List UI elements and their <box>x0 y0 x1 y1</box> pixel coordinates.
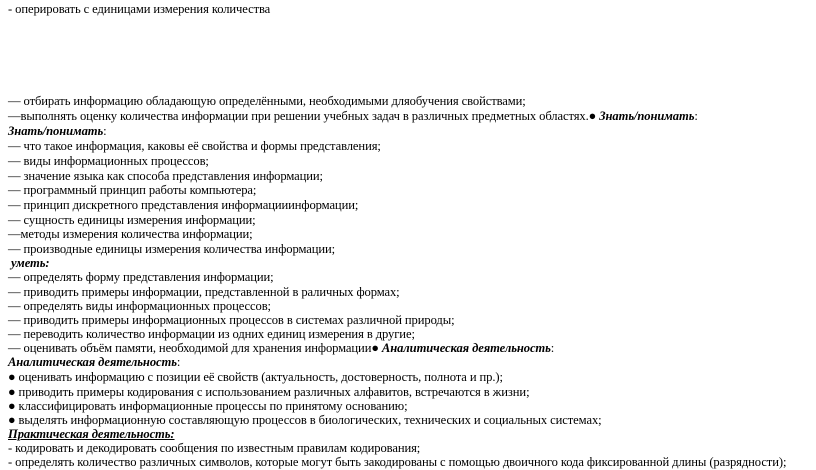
intro-item: — отбирать информацию обладающую определёнными, необходимыми дляобучения свойствами; <box>8 94 526 108</box>
heading-analytic-inline: Аналитическая деятельность <box>381 341 551 355</box>
intro-item: —выполнять оценку количества информации при решении учебных задач в различных предметных областях. <box>8 109 589 123</box>
can-item: — приводить примеры информационных процессов в системах различной природы; <box>8 313 455 327</box>
can-item: — переводить количество информации из одних единиц измерения в другие; <box>8 327 415 341</box>
know-item: — виды информационных процессов; <box>8 154 209 168</box>
know-item: — принцип дискретного представления информацииинформации; <box>8 198 359 212</box>
heading-practical: Практическая деятельность: <box>8 427 175 441</box>
analytic-item: ● оценивать информацию с позиции её свойств (актуальность, достоверность, полнота и пр.); <box>8 370 503 384</box>
heading-analytic: Аналитическая деятельность <box>8 355 177 369</box>
intro-item-with-heading: —выполнять оценку количества информации при решении учебных задач в различных предметных областях.● Знать/понимать: <box>8 109 698 123</box>
practical-item: - кодировать и декодировать сообщения по известным правилам кодирования; <box>8 441 421 455</box>
practical-item: - определять количество различных символов, которые могут быть закодированы с помощью двоичного кода фиксированной длины (разрядности); <box>8 455 787 469</box>
heading-know-line: Знать/понимать: <box>8 124 107 138</box>
bullet-icon: ● <box>371 341 379 355</box>
know-item: —методы измерения количества информации; <box>8 227 253 241</box>
can-item: — определять форму представления информации; <box>8 270 274 284</box>
can-item: — определять виды информационных процессов; <box>8 299 271 313</box>
heading-analytic-line: Аналитическая деятельность: <box>8 355 181 369</box>
know-item: — сущность единицы измерения информации; <box>8 213 256 227</box>
top-line: - оперировать с единицами измерения количества <box>8 2 271 16</box>
heading-know: Знать/понимать <box>8 124 104 138</box>
analytic-item: ● приводить примеры кодирования с использованием различных алфавитов, встречаются в жизни; <box>8 385 530 399</box>
know-item: — значение языка как способа представления информации; <box>8 169 323 183</box>
heading-know-inline: Знать/понимать <box>599 109 695 123</box>
heading-can: уметь: <box>11 256 50 270</box>
analytic-item: ● классифицировать информационные процессы по принятому основанию; <box>8 399 408 413</box>
know-item: — что такое информация, каковы её свойства и формы представления; <box>8 139 381 153</box>
can-item-with-heading: — оценивать объём памяти, необходимой для хранения информации● Аналитическая деятельность: <box>8 341 555 355</box>
know-item: — программный принцип работы компьютера; <box>8 183 257 197</box>
analytic-item: ● выделять информационную составляющую процессов в биологических, технических и социальных системах; <box>8 413 602 427</box>
bullet-icon: ● <box>588 109 597 123</box>
can-item: — приводить примеры информации, представленной в раличных формах; <box>8 285 400 299</box>
can-item: — оценивать объём памяти, необходимой для хранения информации <box>8 341 372 355</box>
know-item: — производные единицы измерения количества информации; <box>8 242 336 256</box>
